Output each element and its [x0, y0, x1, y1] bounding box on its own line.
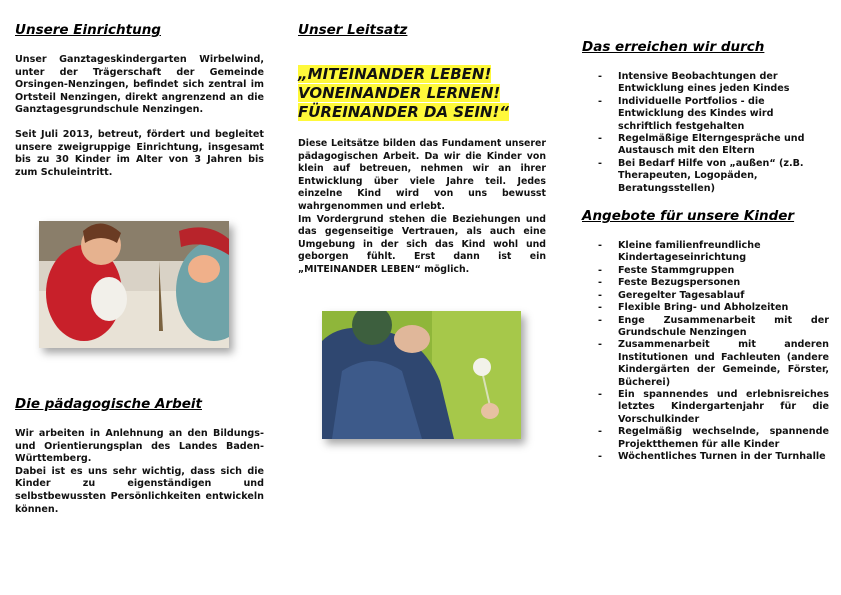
list-item: - Intensive Beobachtungen der Entwicklung eines jeden Kindes — [598, 71, 829, 96]
column-middle — [298, 22, 546, 277]
column-left-lower — [15, 396, 264, 516]
paragraph-betreuung: Seit Juli 2013, betreut, fördert und begleitet unsere zweigruppige Einrichtung, insgesamt bis zu 30 Kinder im Alter von 3 Jahren bis zum Schuleintritt. — [15, 128, 264, 178]
heading-paedagogische-arbeit: Die pädagogische Arbeit — [15, 396, 202, 412]
list-item: - Bei Bedarf Hilfe von „außen“ (z.B. Therapeuten, Logopäden, Beratungsstellen) — [598, 158, 829, 195]
column-right — [582, 39, 829, 463]
dandelion-image — [322, 311, 521, 439]
list-item: - Ein spannendes und erlebnisreiches letztes Kindergartenjahr für die Vorschulkinder — [598, 389, 829, 426]
list-item: - Flexible Bring- und Abholzeiten — [598, 302, 829, 314]
photo-child-dandelion — [322, 311, 521, 439]
list-item: - Enge Zusammenarbeit mit der Grundschule Nenzingen — [598, 315, 829, 340]
list-item: - Regelmäßig wechselnde, spannende Projektthemen für alle Kinder — [598, 426, 829, 451]
paragraph-vertrauen: Im Vordergrund stehen die Beziehungen und das gegenseitige Vertrauen, als auch eine Umgebung in der sich das Kind wohl und geborgen fühlt. Erst dann ist ein „MITEINANDER LEBEN“ möglich. — [298, 213, 546, 275]
list-item: - Geregelter Tagesablauf — [598, 290, 829, 302]
list-offers — [582, 240, 829, 463]
motto-line-3: FÜREINANDER DA SEIN!“ — [298, 103, 509, 121]
list-item: - Feste Stammgruppen — [598, 265, 829, 277]
heading-angebote: Angebote für unsere Kinder — [582, 208, 795, 225]
paragraph-leitsaetze: Diese Leitsätze bilden das Fundament unserer pädagogischen Arbeit. Da wir die Kinder von klein auf betreuen, nehmen wir an ihrer Entwicklung über viele Jahre teil. Jedes einzelne Kind wird von uns bewusst wahrgenommen und erlebt. — [298, 138, 546, 212]
motto-line-1: „MITEINANDER LEBEN! — [298, 65, 492, 83]
motto-block — [298, 64, 546, 121]
paragraph-bildungsplan: Wir arbeiten in Anlehnung an den Bildungs- und Orientierungsplan des Landes Baden-Württemberg. — [15, 428, 264, 465]
list-item: - Zusammenarbeit mit anderen Institutionen und Fachleuten (andere Kindergärten der Gemeinde, Förster, Bücherei) — [598, 339, 829, 389]
heading-unsere-einrichtung: Unsere Einrichtung — [15, 22, 161, 38]
sandbox-image — [39, 221, 229, 348]
paragraph-persoenlichkeiten: Dabei ist es uns sehr wichtig, dass sich die Kinder zu eigenständigen und selbstbewussten Persönlichkeiten entwickeln können. — [15, 465, 264, 515]
heading-erreichen-durch: Das erreichen wir durch — [582, 39, 765, 55]
motto-line-2: VONEINANDER LERNEN! — [298, 84, 501, 102]
list-item: - Kleine familienfreundliche Kindertageseinrichtung — [598, 240, 829, 265]
list-item: - Feste Bezugspersonen — [598, 277, 829, 289]
list-item: - Regelmäßige Elterngespräche und Austausch mit den Eltern — [598, 133, 829, 158]
photo-children-sandbox — [39, 221, 229, 348]
list-item: - Individuelle Portfolios - die Entwicklung des Kindes wird schriftlich festgehalten — [598, 96, 829, 133]
heading-unser-leitsatz: Unser Leitsatz — [298, 22, 408, 38]
paragraph-einrichtung: Unser Ganztageskindergarten Wirbelwind, unter der Trägerschaft der Gemeinde Orsingen-Nenzingen, befindet sich zentral im Ortsteil Nenzingen, direkt angrenzend an die Ganztagesgrundschule Nenzingen. — [15, 54, 264, 116]
list-methods — [582, 71, 829, 195]
list-item: - Wöchentliches Turnen in der Turnhalle — [598, 451, 829, 463]
column-left — [15, 22, 264, 179]
